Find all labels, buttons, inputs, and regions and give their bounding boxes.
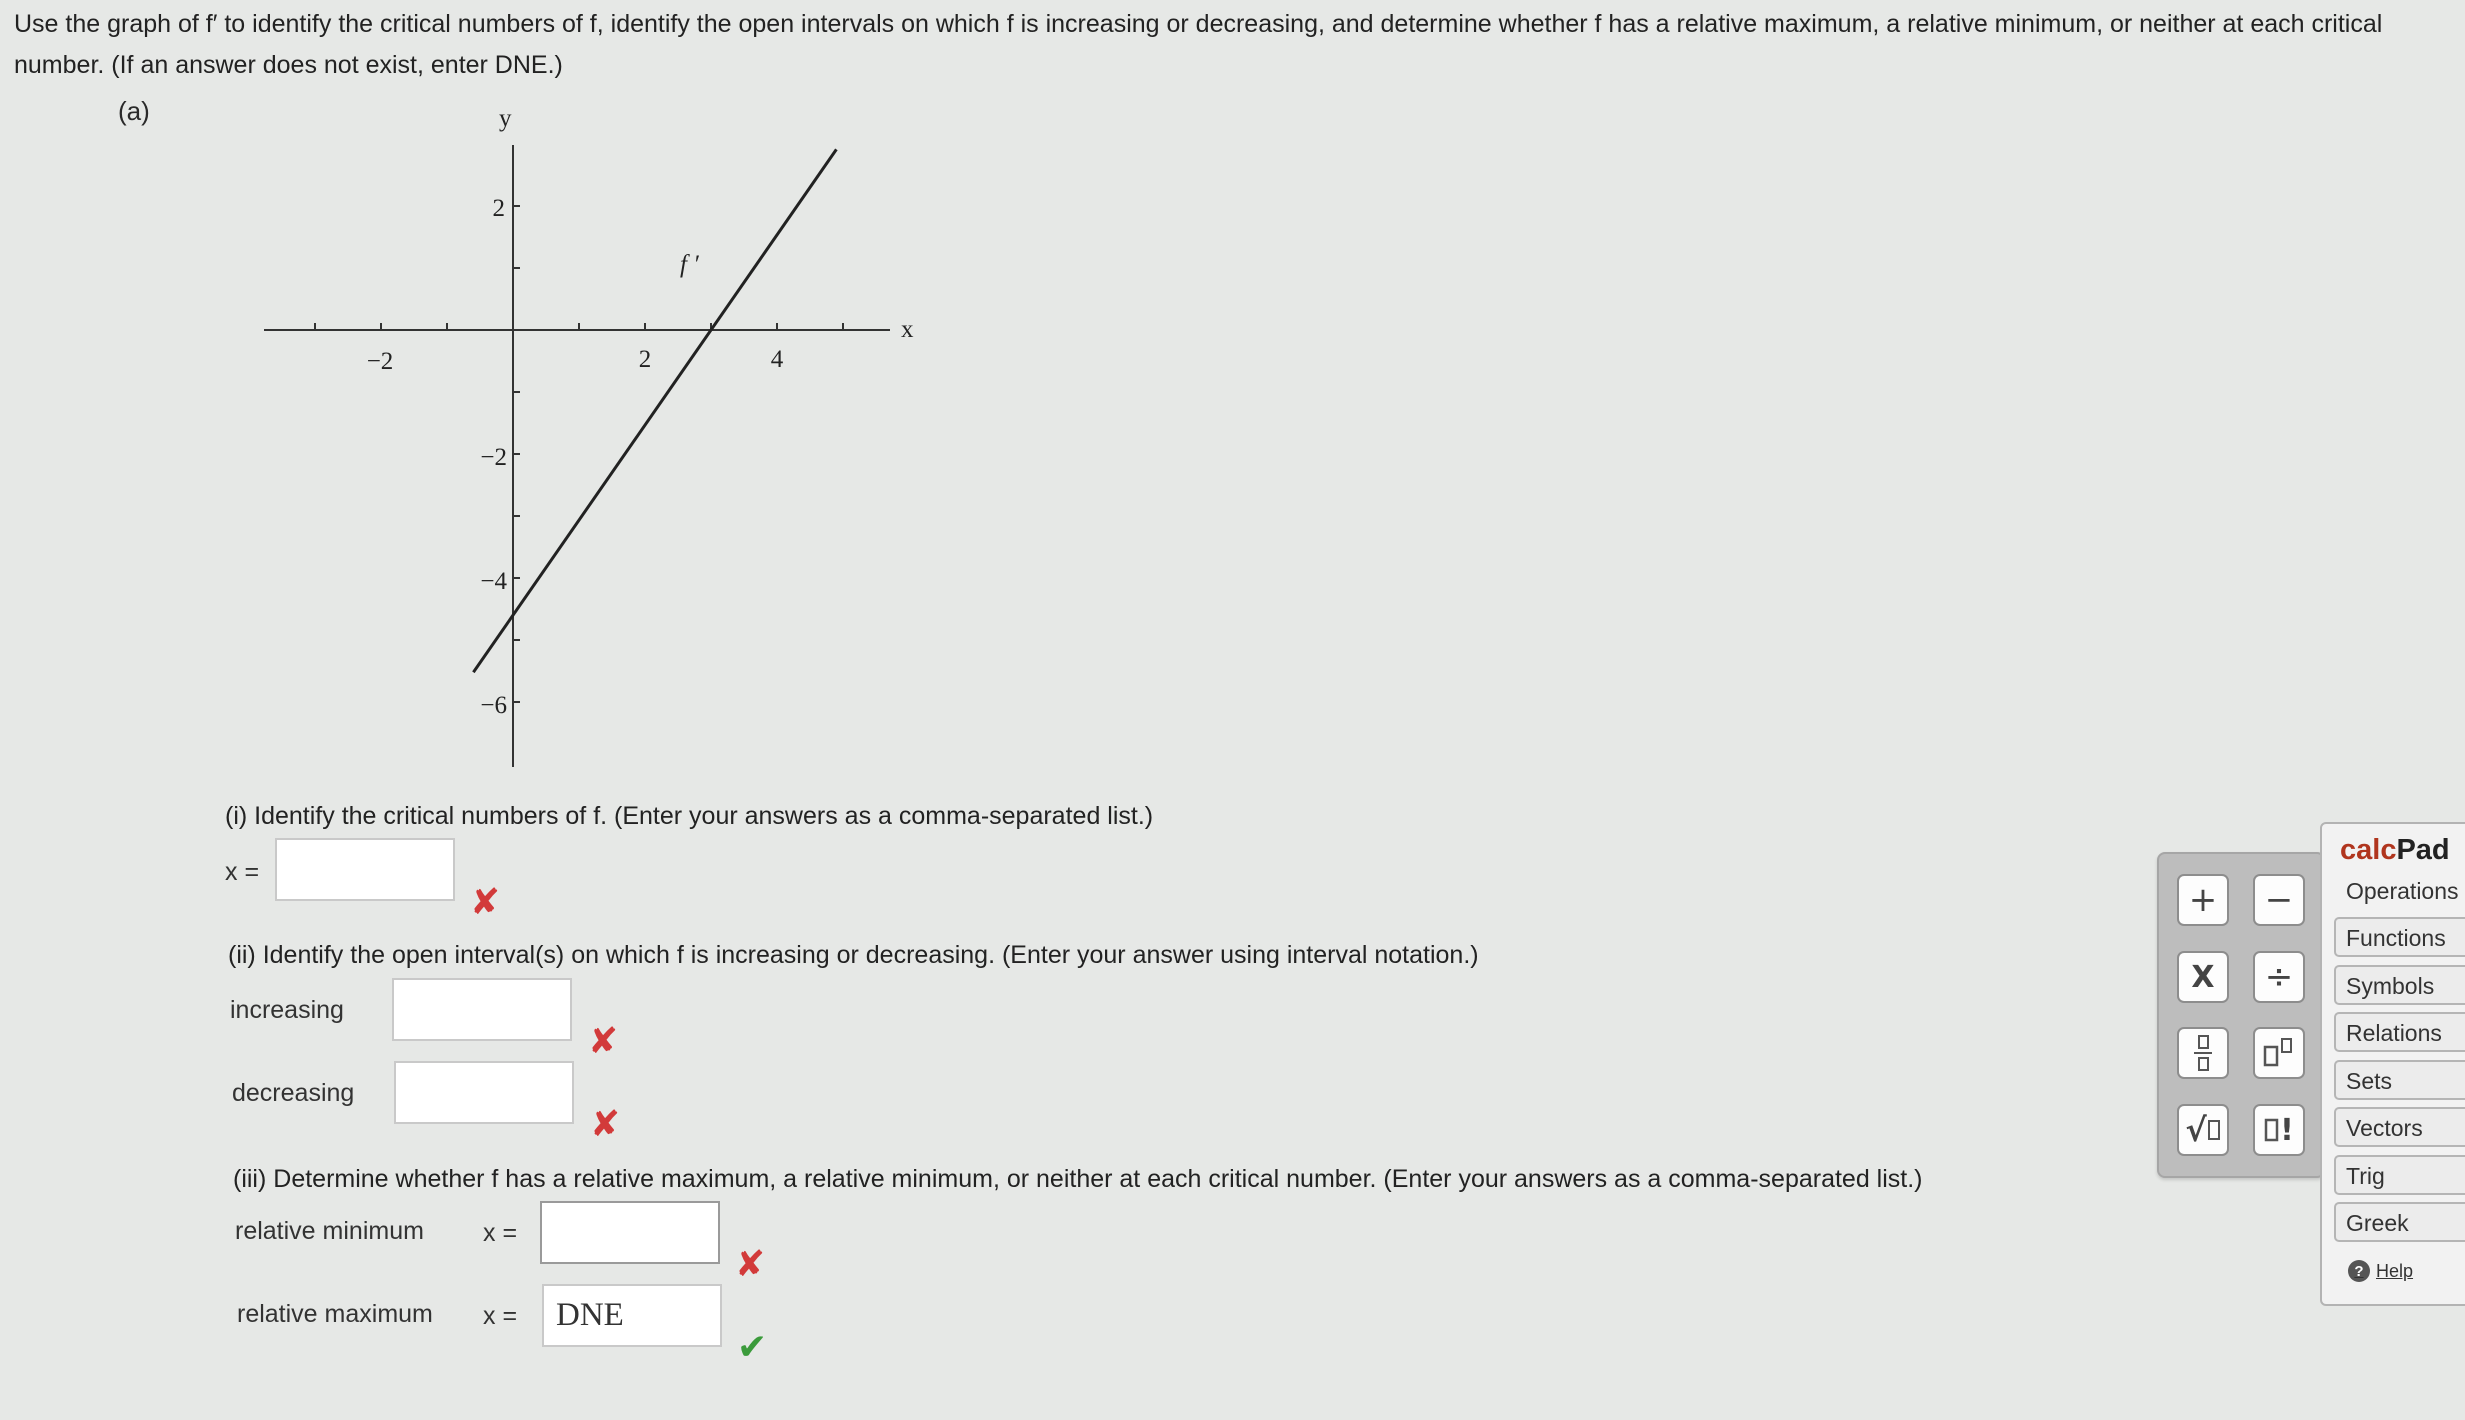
plus-key-label: +: [2188, 880, 2218, 920]
decreasing-incorrect-icon: ✘: [590, 1103, 621, 1144]
calcpad-title: [2340, 834, 2450, 867]
calcpad-keypad: [2157, 852, 2325, 1178]
relative-minimum-input[interactable]: [540, 1201, 720, 1264]
tab-trig[interactable]: Trig: [2334, 1155, 2465, 1195]
relative-minimum-incorrect-icon: ✘: [735, 1243, 766, 1284]
decreasing-label: decreasing: [232, 1079, 355, 1107]
y-tick-label-neg2: −2: [480, 444, 507, 471]
y-tick-label-2: 2: [492, 195, 505, 222]
tab-operations[interactable]: Operations: [2334, 870, 2465, 910]
factorial-box-icon: [2264, 1116, 2280, 1144]
tab-greek[interactable]: Greek: [2334, 1202, 2465, 1242]
decreasing-interval-input[interactable]: [394, 1061, 574, 1124]
times-key-label: X: [2191, 959, 2215, 995]
times-key[interactable]: [2177, 951, 2229, 1003]
x-axis-ticks: [315, 323, 843, 330]
help-link[interactable]: [2348, 1260, 2413, 1282]
y-tick-label-neg4: −4: [480, 568, 507, 595]
y-axis-label: y: [499, 105, 512, 132]
part-iii-prompt: (iii) Determine whether f has a relative maximum, a relative minimum, or neither at each critical number. (Enter your answers as a comma-separated list.): [233, 1165, 1923, 1193]
y-axis-ticks: [513, 206, 520, 702]
calcpad-title-calc: calc: [2340, 834, 2397, 866]
factorial-key[interactable]: [2253, 1104, 2305, 1156]
tab-functions[interactable]: Functions: [2334, 917, 2465, 957]
question-text: Use the graph of f′ to identify the critical numbers of f, identify the open intervals on which f is increasing or decreasing, and determine whether f has a relative maximum, a relative minimum, or neither at each critical number. (If an answer does not exist, enter DNE.): [14, 10, 2383, 79]
divide-key[interactable]: [2253, 951, 2305, 1003]
x-axis-label: x: [901, 316, 914, 343]
part-ii-prompt: (ii) Identify the open interval(s) on which f is increasing or decreasing. (Enter your answer using interval notation.): [228, 941, 1479, 969]
sqrt-icon: √: [2185, 1111, 2207, 1149]
derivative-graph: [250, 90, 950, 780]
tab-vectors[interactable]: Vectors: [2334, 1107, 2465, 1147]
increasing-incorrect-icon: ✘: [588, 1020, 619, 1061]
help-icon: ?: [2348, 1260, 2370, 1282]
critical-numbers-input[interactable]: [275, 838, 455, 901]
sqrt-key[interactable]: [2177, 1104, 2229, 1156]
tab-relations[interactable]: Relations: [2334, 1012, 2465, 1052]
tab-sets[interactable]: Sets: [2334, 1060, 2465, 1100]
divide-key-label: ÷: [2264, 957, 2294, 997]
f-prime-line: [473, 149, 836, 672]
sqrt-box-icon: [2207, 1117, 2221, 1143]
relative-maximum-correct-icon: ✔: [737, 1326, 768, 1367]
help-label: Help: [2376, 1260, 2414, 1281]
tab-symbols[interactable]: Symbols: [2334, 965, 2465, 1005]
y-tick-label-neg6: −6: [480, 692, 507, 719]
increasing-interval-input[interactable]: [392, 978, 572, 1041]
part-i-prompt: (i) Identify the critical numbers of f. (Enter your answers as a comma-separated list.): [225, 802, 1154, 830]
factorial-icon: !: [2280, 1112, 2294, 1148]
curve-label: f ′: [680, 251, 699, 278]
minus-key-label: −: [2264, 880, 2294, 920]
relative-maximum-label: relative maximum: [237, 1300, 433, 1328]
x-tick-label-4: 4: [770, 346, 784, 373]
part-a-label: (a): [118, 96, 150, 126]
part-i-var-label: x =: [225, 858, 260, 886]
x-tick-label-neg2: −2: [366, 348, 394, 375]
minus-key[interactable]: [2253, 874, 2305, 926]
calcpad-panel: [2320, 822, 2465, 1306]
power-icon: [2261, 1035, 2297, 1071]
relative-minimum-label: relative minimum: [235, 1217, 424, 1245]
plus-key[interactable]: [2177, 874, 2229, 926]
fraction-key[interactable]: [2177, 1027, 2229, 1079]
critical-numbers-incorrect-icon: ✘: [470, 881, 501, 922]
x-tick-label-2: 2: [638, 346, 652, 373]
relative-minimum-var-label: x =: [483, 1219, 518, 1247]
fraction-icon: [2191, 1033, 2215, 1073]
calcpad-title-pad: Pad: [2396, 834, 2450, 866]
relative-maximum-input[interactable]: [542, 1284, 722, 1347]
relative-maximum-var-label: x =: [483, 1302, 518, 1330]
power-key[interactable]: [2253, 1027, 2305, 1079]
increasing-label: increasing: [230, 996, 344, 1024]
